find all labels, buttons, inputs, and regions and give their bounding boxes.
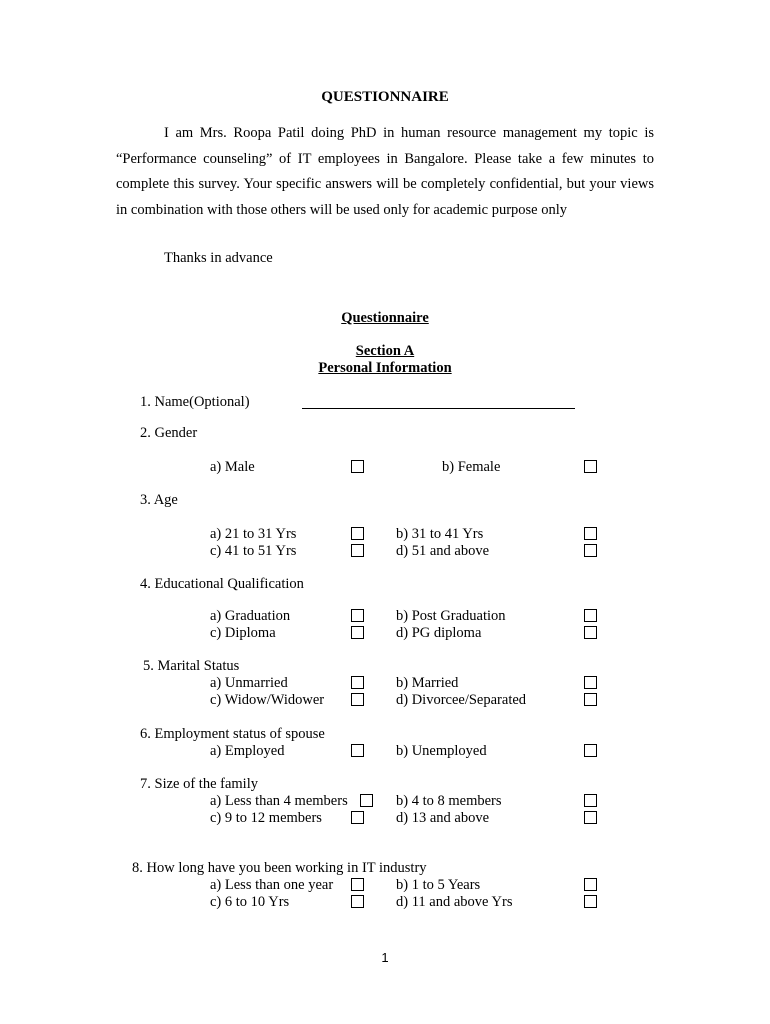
section-label: Section A bbox=[355, 343, 415, 359]
question-family-size: 7. Size of the family bbox=[140, 776, 258, 792]
option-unmarried: a) Unmarried bbox=[210, 675, 288, 691]
question-spouse-employment: 6. Employment status of spouse bbox=[140, 726, 325, 742]
option-exp-less-1: a) Less than one year bbox=[210, 877, 334, 893]
option-age-31-41: b) 31 to 41 Yrs bbox=[396, 526, 484, 542]
checkbox-family-9-12[interactable] bbox=[351, 811, 364, 824]
checkbox-male[interactable] bbox=[351, 460, 364, 473]
checkbox-age-31-41[interactable] bbox=[584, 527, 597, 540]
checkbox-unmarried[interactable] bbox=[351, 676, 364, 689]
option-family-less-4: a) Less than 4 members bbox=[210, 793, 348, 809]
checkbox-family-13-above[interactable] bbox=[584, 811, 597, 824]
option-married: b) Married bbox=[396, 675, 459, 691]
question-name: 1. Name(Optional) bbox=[140, 394, 250, 410]
option-male: a) Male bbox=[210, 459, 255, 475]
checkbox-unemployed[interactable] bbox=[584, 744, 597, 757]
question-it-experience: 8. How long have you been working in IT industry bbox=[132, 860, 427, 876]
checkbox-pg-diploma[interactable] bbox=[584, 626, 597, 639]
option-graduation: a) Graduation bbox=[210, 608, 291, 624]
thanks-text: Thanks in advance bbox=[164, 250, 273, 266]
checkbox-widow[interactable] bbox=[351, 693, 364, 706]
checkbox-divorcee[interactable] bbox=[584, 693, 597, 706]
option-widow: c) Widow/Widower bbox=[210, 692, 325, 708]
option-post-graduation: b) Post Graduation bbox=[396, 608, 506, 624]
section-title: Personal Information bbox=[318, 360, 452, 376]
checkbox-age-51-above[interactable] bbox=[584, 544, 597, 557]
checkbox-exp-11-above[interactable] bbox=[584, 895, 597, 908]
option-unemployed: b) Unemployed bbox=[396, 743, 487, 759]
question-education: 4. Educational Qualification bbox=[140, 576, 304, 592]
checkbox-exp-less-1[interactable] bbox=[351, 878, 364, 891]
option-employed: a) Employed bbox=[210, 743, 285, 759]
name-answer-line[interactable] bbox=[302, 408, 575, 409]
option-age-51-above: d) 51 and above bbox=[396, 543, 490, 559]
checkbox-family-less-4[interactable] bbox=[360, 794, 373, 807]
document-title: QUESTIONNAIRE bbox=[321, 89, 449, 105]
checkbox-age-21-31[interactable] bbox=[351, 527, 364, 540]
checkbox-diploma[interactable] bbox=[351, 626, 364, 639]
checkbox-graduation[interactable] bbox=[351, 609, 364, 622]
checkbox-post-graduation[interactable] bbox=[584, 609, 597, 622]
intro-text: I am Mrs. Roopa Patil doing PhD in human resource management my topic is “Performance counseling” of IT employees in Bangalore. Please take a few minutes to complete this survey. Your specific answers will be completely confidential, but your views in combination with those others will be used only for academic purpose only bbox=[116, 125, 654, 218]
option-exp-11-above: d) 11 and above Yrs bbox=[396, 894, 513, 910]
question-age: 3. Age bbox=[140, 492, 178, 508]
option-age-21-31: a) 21 to 31 Yrs bbox=[210, 526, 297, 542]
checkbox-female[interactable] bbox=[584, 460, 597, 473]
intro-paragraph bbox=[116, 121, 654, 223]
option-diploma: c) Diploma bbox=[210, 625, 276, 641]
checkbox-exp-6-10[interactable] bbox=[351, 895, 364, 908]
question-gender: 2. Gender bbox=[140, 425, 198, 441]
option-pg-diploma: d) PG diploma bbox=[396, 625, 482, 641]
option-female: b) Female bbox=[442, 459, 501, 475]
option-exp-1-5: b) 1 to 5 Years bbox=[396, 877, 481, 893]
option-family-9-12: c) 9 to 12 members bbox=[210, 810, 322, 826]
question-marital-status: 5. Marital Status bbox=[143, 658, 240, 674]
checkbox-employed[interactable] bbox=[351, 744, 364, 757]
option-age-41-51: c) 41 to 51 Yrs bbox=[210, 543, 297, 559]
checkbox-family-4-8[interactable] bbox=[584, 794, 597, 807]
option-family-13-above: d) 13 and above bbox=[396, 810, 490, 826]
checkbox-exp-1-5[interactable] bbox=[584, 878, 597, 891]
page-number: 1 bbox=[381, 950, 389, 965]
checkbox-married[interactable] bbox=[584, 676, 597, 689]
option-exp-6-10: c) 6 to 10 Yrs bbox=[210, 894, 290, 910]
questionnaire-heading: Questionnaire bbox=[341, 310, 429, 326]
option-family-4-8: b) 4 to 8 members bbox=[396, 793, 502, 809]
checkbox-age-41-51[interactable] bbox=[351, 544, 364, 557]
option-divorcee: d) Divorcee/Separated bbox=[396, 692, 527, 708]
